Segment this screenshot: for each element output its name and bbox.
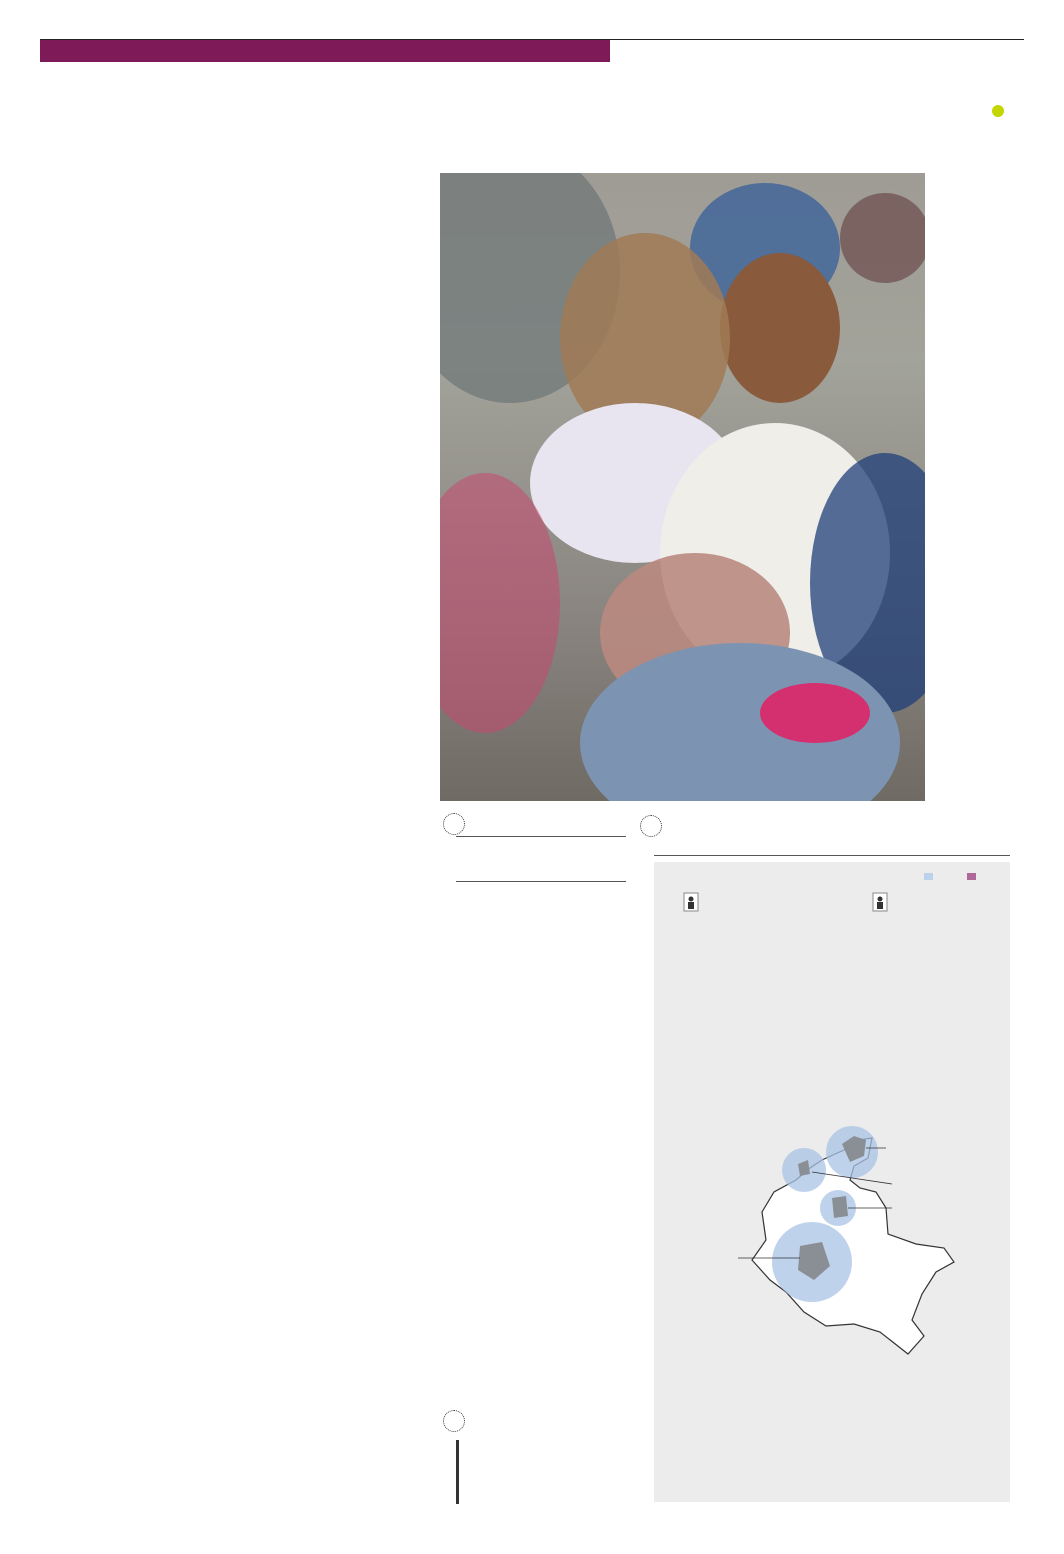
legend-swatch-2005 [924, 873, 933, 880]
female-icon [878, 897, 883, 902]
male-icon [689, 897, 694, 902]
logo-dot [992, 105, 1004, 117]
legend-swatch-2018 [967, 873, 976, 880]
grid-icon [443, 1410, 465, 1432]
parentesis-rule-top [456, 836, 626, 837]
infographic-graphics [654, 862, 1010, 1502]
section-color-bar [40, 40, 610, 62]
norte-santander-region [832, 1196, 848, 1218]
colombia-map [738, 1126, 954, 1354]
page-header-line [40, 10, 66, 32]
infographic-rule [654, 855, 1010, 856]
article-photo [440, 173, 925, 801]
definitiva-text [456, 1440, 626, 1504]
people-icon [640, 815, 662, 837]
newspaper-logo [914, 48, 1024, 148]
pin-icon [443, 813, 465, 835]
parentesis-rule-bottom [456, 881, 626, 882]
